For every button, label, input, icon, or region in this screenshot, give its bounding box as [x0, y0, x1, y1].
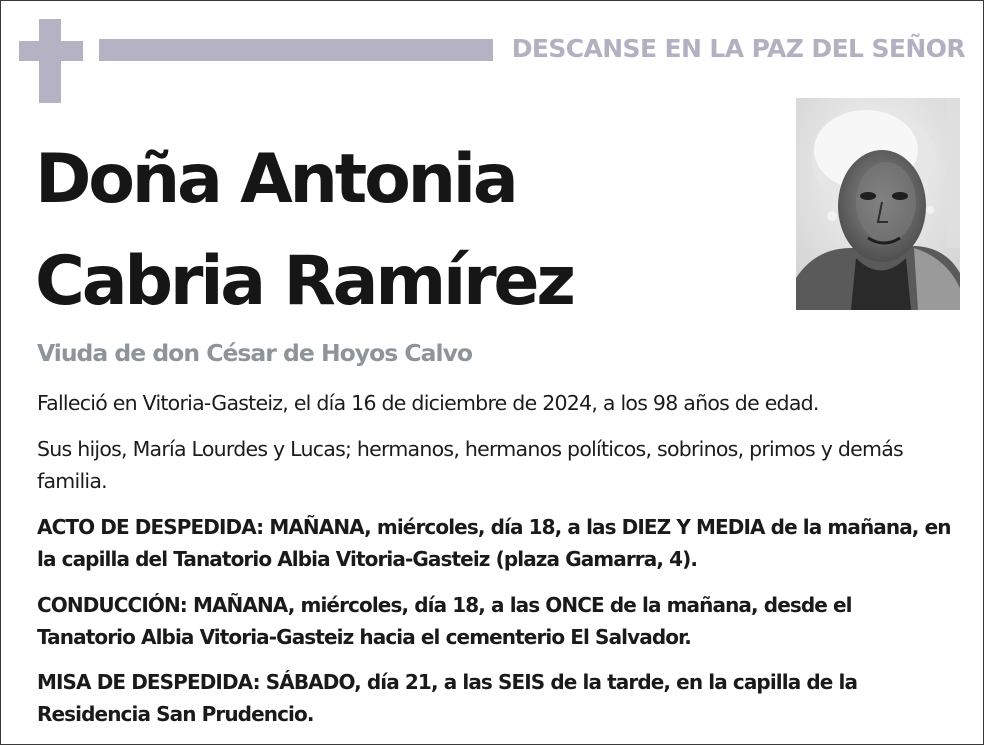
death-notice-text: Falleció en Vitoria-Gasteiz, el día 16 de diciembre de 2024, a los 98 años de edad.	[37, 391, 819, 415]
cross-icon	[19, 19, 83, 103]
farewell-mass-text: MISA DE DESPEDIDA: SÁBADO, día 21, a las SEIS de la tarde, en la capilla de la Residencia San Prudencio.	[37, 670, 858, 726]
portrait-photo-icon	[796, 98, 960, 310]
procession-text: CONDUCCIÓN: MAÑANA, miércoles, día 18, a las ONCE de la mañana, desde el Tanatorio Albia Vitoria-Gasteiz hacia el cementerio El Salvador.	[37, 593, 852, 649]
deceased-name	[35, 129, 573, 333]
name-line-2: Cabria Ramírez	[35, 242, 573, 321]
family-text: Sus hijos, María Lourdes y Lucas; hermanos, hermanos políticos, sobrinos, primos y demás familia.	[37, 437, 903, 493]
widow-subtitle: Viuda de don César de Hoyos Calvo	[37, 339, 473, 367]
header-bar	[99, 39, 493, 61]
farewell-act-text: ACTO DE DESPEDIDA: MAÑANA, miércoles, día 18, a las DIEZ Y MEDIA de la mañana, en la capilla del Tanatorio Albia Vitoria-Gasteiz (plaza Gamarra, 4).	[37, 515, 951, 571]
name-line-1: Doña Antonia	[35, 140, 516, 219]
header-text: DESCANSE EN LA PAZ DEL SEÑOR	[511, 34, 965, 63]
